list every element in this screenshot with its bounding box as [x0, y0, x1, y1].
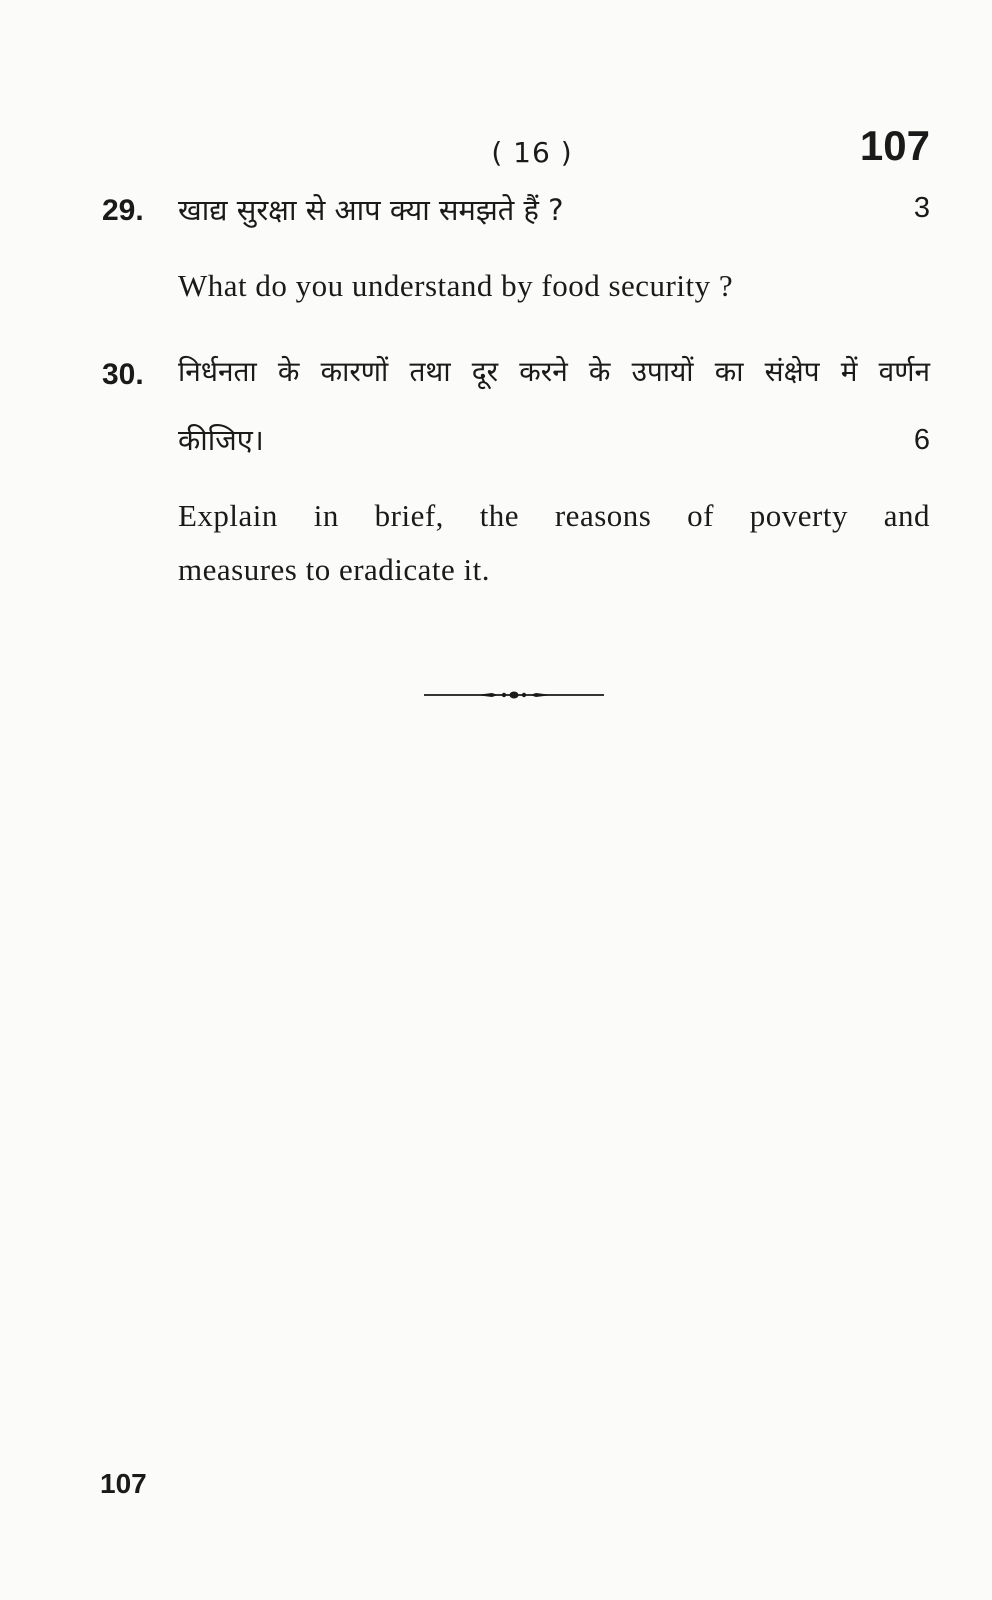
- question-30-number: 30.: [102, 358, 144, 391]
- question-30-hindi-line1: निर्धनता के कारणों तथा दूर करने के उपायों का संक्षेप में वर्णन: [178, 355, 930, 388]
- question-30-hindi-line2: कीजिए।: [178, 423, 264, 457]
- question-30-marks: 6: [913, 424, 930, 456]
- paper-code-top: 107: [859, 122, 930, 169]
- question-29-english: What do you understand by food security ?: [178, 268, 734, 303]
- page-number: ( 16 ): [491, 136, 573, 169]
- question-29-hindi: खाद्य सुरक्षा से आप क्या समझते हैं ?: [178, 193, 564, 227]
- question-30-english-line1: Explain in brief, the reasons of poverty and: [178, 498, 930, 533]
- question-29-number: 29.: [102, 194, 144, 227]
- question-30-english-line2: measures to eradicate it.: [178, 552, 491, 587]
- paper-code-bottom: 107: [100, 1468, 147, 1499]
- end-separator-ornament: [424, 688, 604, 702]
- question-29-marks: 3: [913, 192, 930, 224]
